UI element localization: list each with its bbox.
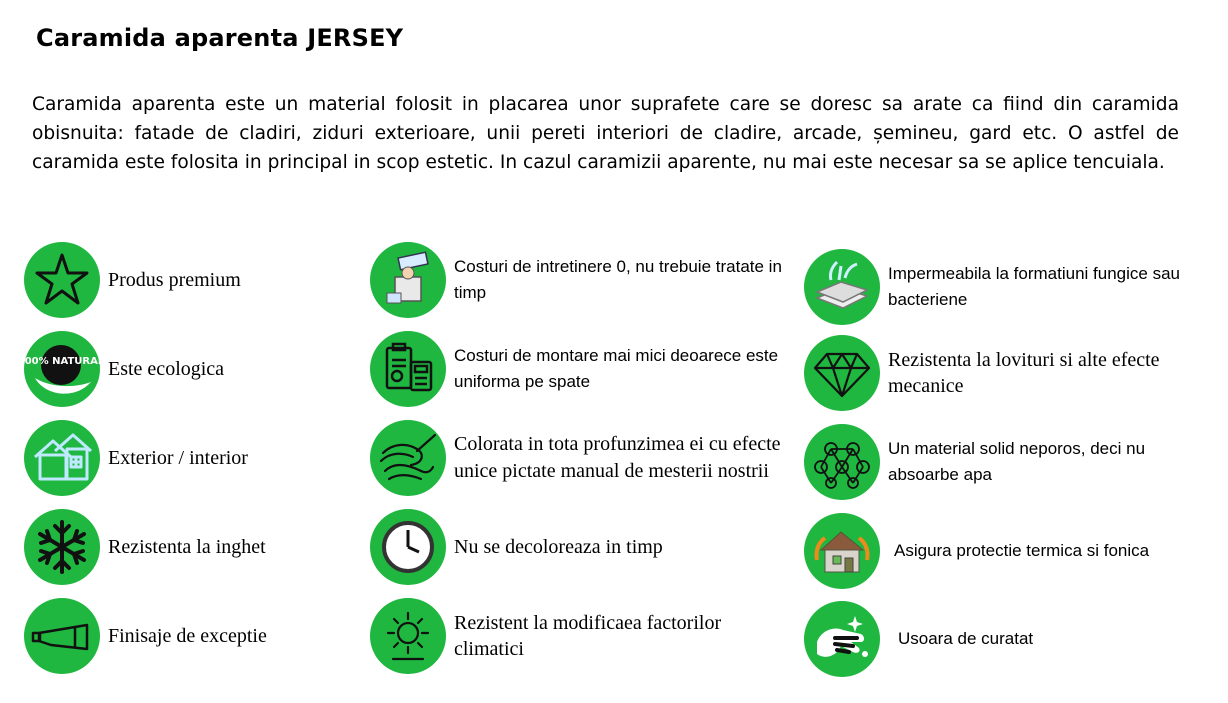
feature-mounting — [370, 331, 784, 407]
diamond-icon — [804, 335, 880, 411]
maintenance-box-icon — [370, 242, 446, 318]
insulated-house-icon — [804, 513, 880, 589]
feature-label: Nu se decoloreaza in timp — [454, 536, 663, 558]
waterproof-layers-icon — [804, 249, 880, 325]
cleaning-hand-icon — [804, 601, 880, 677]
feature-premium — [24, 242, 241, 318]
feature-exterior-interior — [24, 420, 248, 496]
feature-non-porous — [804, 424, 1218, 500]
brush-strokes-icon — [370, 420, 446, 496]
feature-maintenance — [370, 242, 784, 318]
molecule-icon — [804, 424, 880, 500]
feature-ecologic — [17, 331, 225, 407]
feature-impact — [804, 335, 1218, 411]
feature-label: Este ecologica — [108, 358, 225, 380]
feature-coloring — [370, 420, 784, 496]
feature-frost — [24, 509, 266, 585]
feature-label: Usoara de curatat — [898, 629, 1034, 648]
star-icon — [24, 242, 100, 318]
feature-label: Finisaje de exceptie — [108, 625, 267, 647]
feature-label: Costuri de intretinere 0, nu trebuie tratate in timp — [454, 257, 782, 302]
page-title: Caramida aparenta JERSEY — [36, 24, 404, 52]
feature-no-fade — [370, 509, 784, 585]
feature-cleaning — [804, 601, 1228, 677]
feature-label: Impermeabila la formatiuni fungice sau bacteriene — [888, 264, 1180, 309]
feature-label: Rezistent la modificaea factorilor climatici — [454, 612, 722, 660]
clock-icon — [370, 509, 446, 585]
feature-antifungal — [804, 249, 1218, 325]
feature-label: Exterior / interior — [108, 447, 248, 469]
paint-tube-icon — [24, 598, 100, 674]
calculator-icon — [370, 331, 446, 407]
feature-label: Costuri de montare mai mici deoarece este uniforma pe spate — [454, 346, 779, 391]
feature-finishes — [24, 598, 267, 674]
feature-label: Rezistenta la lovituri si alte efecte mecanice — [888, 349, 1160, 397]
feature-label: Asigura protectie termica si fonica — [894, 541, 1150, 560]
natural-leaf-icon — [17, 331, 105, 407]
snowflake-icon — [24, 509, 100, 585]
feature-label-text: Colorata in tota profunzimea ei cu efecte unice pictate manual de mesterii nostrii — [454, 433, 781, 482]
intro-paragraph: Caramida aparenta este un material folosit in placarea unor suprafete care se doresc sa arate ca fiind din caramida obisnuita: fatade de cladiri, ziduri exterioare, unii pereti interiori de cladire, arcade, șemineu, gard etc. O astfel de caramida este folosita in principal in scop estetic. In cazul caramizii aparente, nu mai este necesar sa se aplice tencuiala. — [32, 94, 1179, 173]
feature-thermal — [804, 513, 1224, 589]
badge-text: 100% NATURAL — [17, 356, 105, 367]
feature-label — [454, 431, 784, 485]
feature-label: Rezistenta la inghet — [108, 536, 266, 558]
feature-climate — [370, 598, 784, 674]
house-icon — [24, 420, 100, 496]
feature-label: Un material solid neporos, deci nu absoarbe apa — [888, 439, 1146, 484]
feature-label: Produs premium — [108, 269, 241, 291]
sun-icon — [370, 598, 446, 674]
